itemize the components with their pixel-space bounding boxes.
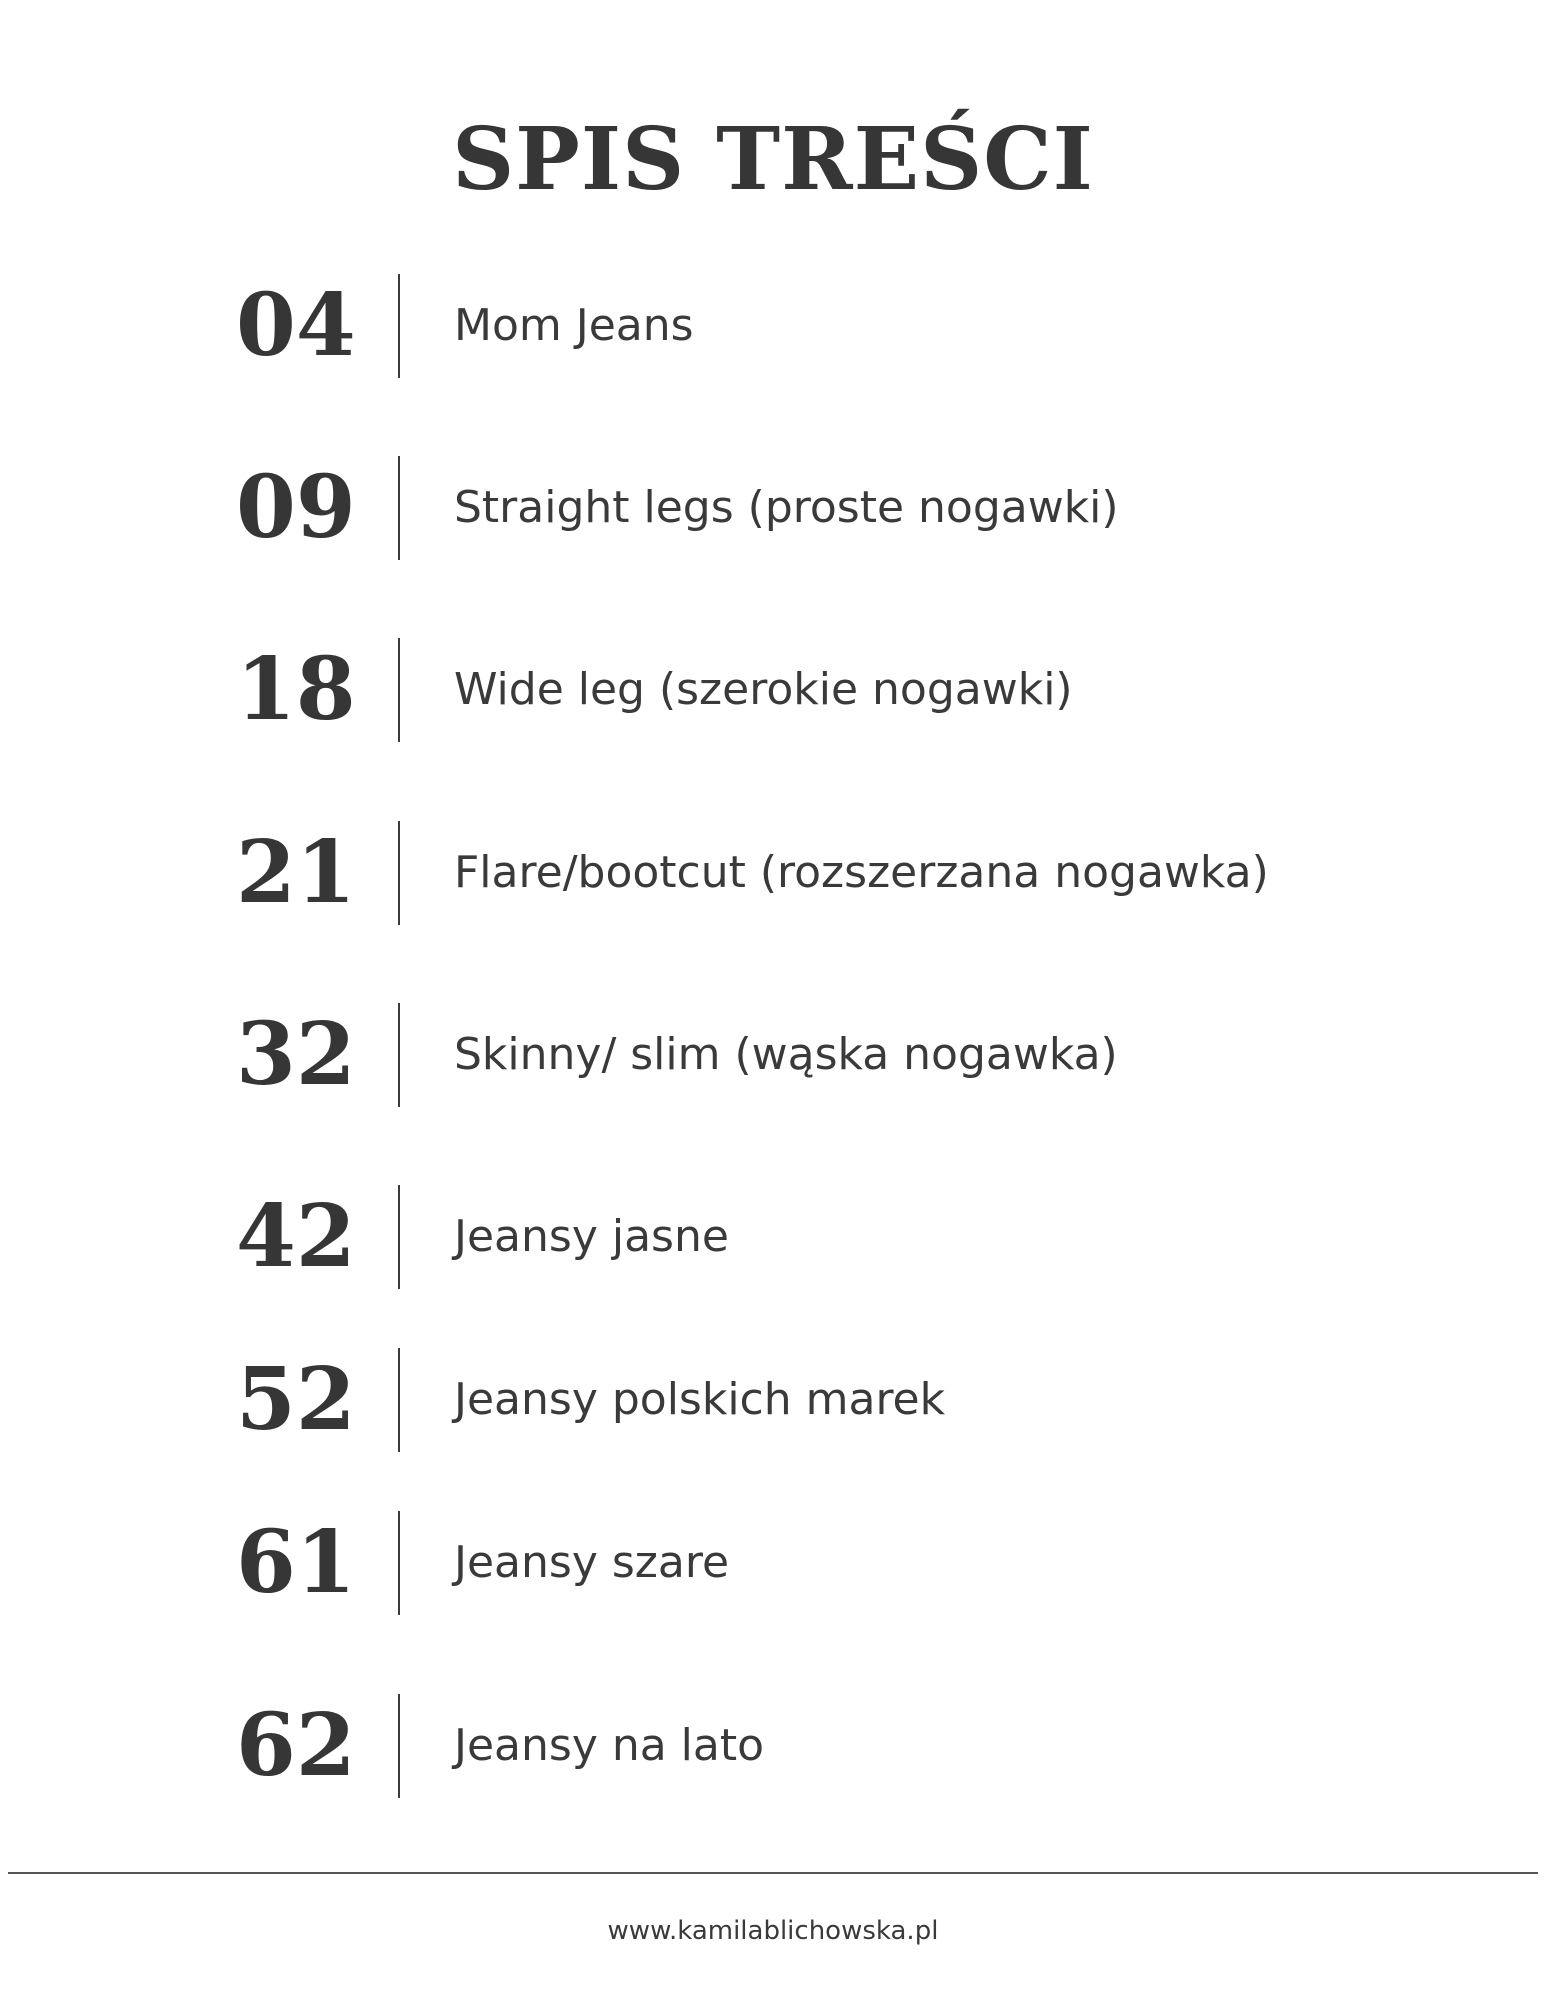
toc-page-number: 18 [236, 639, 356, 740]
toc-entry-label: Jeansy na lato [454, 1720, 765, 1771]
toc-entry[interactable] [0, 1003, 1546, 1107]
toc-page-number: 32 [236, 1004, 356, 1105]
toc-divider [398, 1003, 400, 1107]
toc-entry-label: Jeansy jasne [454, 1211, 729, 1262]
toc-entry[interactable] [0, 274, 1546, 378]
toc-page-number: 42 [236, 1186, 356, 1287]
toc-divider [398, 821, 400, 925]
toc-entry-label: Mom Jeans [454, 300, 694, 351]
toc-page-number: 04 [236, 275, 356, 376]
toc-page-number: 62 [236, 1695, 356, 1796]
toc-divider [398, 638, 400, 742]
toc-divider [398, 1185, 400, 1289]
toc-page-number: 09 [236, 457, 356, 558]
toc-entry-label: Flare/bootcut (rozszerzana nogawka) [454, 847, 1269, 898]
toc-entry-label: Straight legs (proste nogawki) [454, 482, 1119, 533]
toc-entry[interactable] [0, 1185, 1546, 1289]
toc-entry-label: Wide leg (szerokie nogawki) [454, 664, 1073, 715]
toc-entry[interactable] [0, 456, 1546, 560]
toc-divider [398, 1348, 400, 1452]
toc-divider [398, 1694, 400, 1798]
toc-entry-label: Jeansy szare [454, 1537, 730, 1588]
toc-entry[interactable] [0, 1511, 1546, 1615]
footer-url[interactable]: www.kamilablichowska.pl [607, 1916, 939, 1946]
toc-entry[interactable] [0, 638, 1546, 742]
toc-divider [398, 274, 400, 378]
toc-entry[interactable] [0, 1348, 1546, 1452]
toc-page-number: 61 [236, 1512, 356, 1613]
toc-page-number: 21 [236, 822, 356, 923]
toc-page-number: 52 [236, 1349, 356, 1450]
toc-divider [398, 456, 400, 560]
toc-entry-label: Skinny/ slim (wąska nogawka) [454, 1029, 1118, 1080]
toc-divider [398, 1511, 400, 1615]
toc-entry-label: Jeansy polskich marek [454, 1374, 946, 1425]
footer-divider [8, 1872, 1538, 1874]
toc-entry[interactable] [0, 1694, 1546, 1798]
page-title: SPIS TREŚCI [452, 109, 1094, 210]
toc-entry[interactable] [0, 821, 1546, 925]
